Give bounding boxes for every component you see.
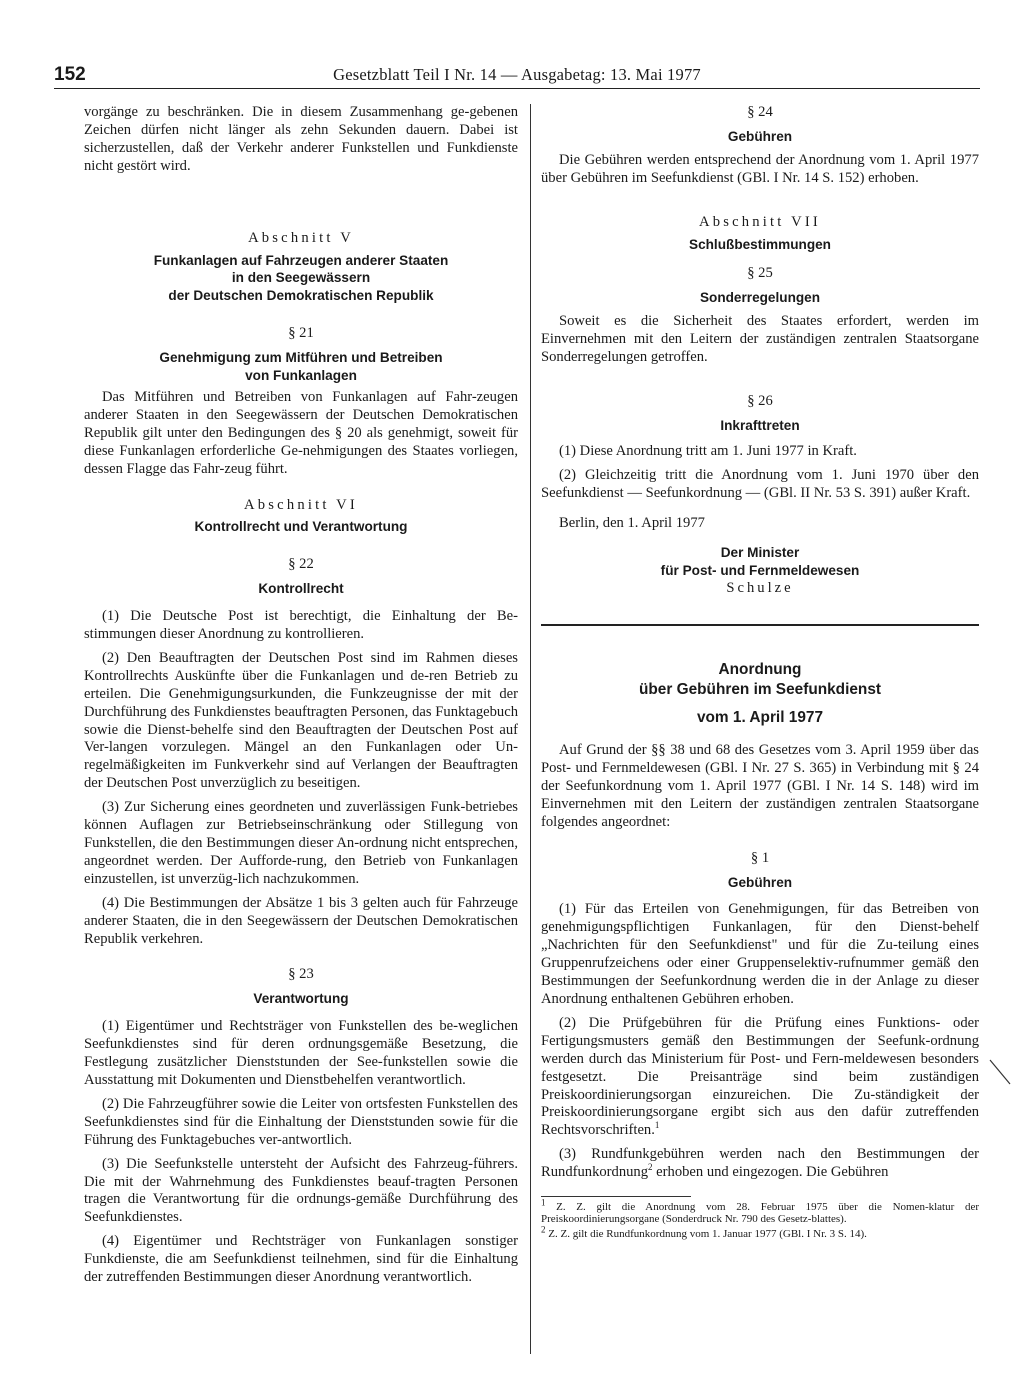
para-21-title-1: Genehmigung zum Mitführen und Betreiben <box>159 350 443 366</box>
footnote-1 <box>541 1197 979 1226</box>
decree-para-1-3-text-b: erhoben und eingezogen. Die Gebühren <box>652 1164 889 1181</box>
para-23-number: § 23 <box>288 966 314 983</box>
footnote-ref-1[interactable]: 1 <box>654 1120 660 1131</box>
para-21-text: Das Mitführen und Betreiben von Funkanlagen auf Fahr-zeugen anderer Staaten in den Seegewässern der Deutschen Demokratischen Republik gilt unter den Bedingungen des § 20 als genehmigt, soweit für diese Funkanlagen erforderliche Ge-nehmigungen des Staates vorliegen, dessen Flagge das Fahr-zeug führt. <box>84 388 518 477</box>
decree-para-1-number: § 1 <box>750 849 770 866</box>
para-26-2: (2) Gleichzeitig tritt die Anordnung vom 1. Juni 1970 über den Seefunkdienst — Seefunkordnung — (GBl. II Nr. 53 S. 391) außer Kraft. <box>541 466 979 501</box>
para-25-number: § 25 <box>747 265 773 282</box>
decree-para-1-title: Gebühren <box>727 874 793 890</box>
para-23-1: (1) Eigentümer und Rechtsträger von Funkstellen des be-weglichen Seefunkdienstes sind für deren ordnungsgemäße Besetzung, die Festlegung zusätzlicher Dienststunden der See-funkstellen sowie die Ausstattung mit Dokumenten und Dienstbehelfen verantwortlich. <box>84 1018 518 1088</box>
footnote-ref-2[interactable]: 2 <box>648 1162 653 1173</box>
decree-title-2: über Gebühren im Seefunkdienst <box>638 681 882 699</box>
footnote-2 <box>541 1224 979 1240</box>
section-v-title-3: der Deutschen Demokratischen Republik <box>168 288 434 304</box>
decree-date: vom 1. April 1977 <box>696 709 824 727</box>
para-21-number: § 21 <box>288 325 314 342</box>
para-26-1: (1) Diese Anordnung tritt am 1. Juni 1977 in Kraft. <box>559 442 857 459</box>
decree-para-1-3 <box>541 1146 979 1182</box>
decree-para-1-1: (1) Für das Erteilen von Genehmigungen, für das Betreiben von genehmigungspflichtigen Funkanlagen, für den Dienst-behelf „Nachrichten für den Seefunkdienst" und für die Zu-teilung eines Gruppenrufzeichens oder einer Gruppenselektiv-rufnummer gemäß den Bestimmungen der Seefunkordnung werden die in der Anlage zu dieser Anordnung enthaltenen Gebühren erhoben. <box>541 901 979 1007</box>
footnote-1-text: Z. Z. gilt die Anordnung vom 28. Februar 1975 über die Nomen-klatur der Preiskoordinierungsorgane (Sonderdruck Nr. 790 des Gesetz-blattes). <box>541 1201 979 1226</box>
para-24-text: Die Gebühren werden entsprechend der Anordnung vom 1. April 1977 über Gebühren im Seefunkdienst (GBl. I Nr. 14 S. 152) erhoben. <box>541 151 979 186</box>
intro-paragraph: vorgänge zu beschränken. Die in diesem Zusammenhang ge-gebenen Zeichen dürfen nicht länger als zehn Sekunden dauern. Dabei ist sicherzustellen, daß der Verkehr anderer Funkstellen und Funkdienste nicht gestört wird. <box>84 104 518 174</box>
para-25-text: Soweit es die Sicherheit des Staates erfordert, werden im Einvernehmen mit den Leitern der zuständigen zentralen Staatsorgane Sonderregelungen getroffen. <box>541 313 979 366</box>
decree-para-1-3-text-a: (3) Rundfunkgebühren werden nach den Bestimmungen der Rundfunkordnung <box>541 1146 979 1181</box>
section-v-title-2: in den Seegewässern <box>231 270 371 286</box>
signature-role-1: Der Minister <box>720 545 800 561</box>
para-23-3: (3) Die Seefunkstelle untersteht der Aufsicht des Fahrzeug-führers. Die mit der Wahrnehmung des Funkdienstes beauf-tragten Personen tragen die Verantwortung für die ordnungs-gemäße Durchführung des Seefunkdienstes. <box>84 1155 518 1226</box>
page-header <box>54 60 980 89</box>
para-22-1: (1) Die Deutsche Post ist berechtigt, die Einhaltung der Be-stimmungen dieser Anordnung zu kontrollieren. <box>84 608 518 643</box>
para-26-number: § 26 <box>747 392 773 409</box>
para-26-title: Inkrafttreten <box>720 417 800 433</box>
para-22-2: (2) Den Beauftragten der Deutschen Post sind im Rahmen dieses Kontrollrechts Auskünfte über die Funkanlagen und de-ren Betrieb zu erteilen. Die Genehmigungsurkunden, die Funkzeugnisse der mit der Durchführung des Funkdienstes beauftragten Personen, das Funktagebuch sowie die Dienst-behelfe sind den Beauftragten der Deutschen Post auf Ver-langen vorzulegen. Mängel an den Funkanlagen oder Un-regelmäßigkeiten im Funkverkehr sind auf Verlangen der Beauftragten der Deutschen Post unverzüglich zu beseitigen. <box>84 649 518 792</box>
running-title: Gesetzblatt Teil I Nr. 14 — Ausgabetag: 13. Mai 1977 <box>333 65 701 84</box>
section-v-heading: Abschnitt V <box>248 229 354 246</box>
section-vi-heading: Abschnitt VI <box>244 496 358 513</box>
decree-title-1: Anordnung <box>718 661 802 679</box>
para-23-4: (4) Eigentümer und Rechtsträger von Funkanlagen sonstiger Funkdienste, die am Seefunkdienst teilnehmen, sind für die Einhaltung der zutreffenden Bestimmungen dieser Anordnung verantwortlich. <box>84 1233 518 1286</box>
para-22-title: Kontrollrecht <box>258 581 344 597</box>
para-24-title: Gebühren <box>727 128 793 144</box>
footnote-2-mark: 2 <box>541 1224 546 1235</box>
para-25-title: Sonderregelungen <box>699 290 821 306</box>
para-22-3: (3) Zur Sicherung eines geordneten und zuverlässigen Funk-betriebes können Auflagen zur Betriebseinschränkung oder Stillegung von Funkstellen, die den Bestimmungen dieser An-ordnung nicht entsprechen, angeordnet werden. Der Aufforde-rung, den Betrieb von Funkanlagen einzustellen, ist unverzüg-lich nachzukommen. <box>84 799 518 887</box>
decree-intro: Auf Grund der §§ 38 und 68 des Gesetzes vom 3. April 1959 über das Post- und Fernmeldewesen (GBl. I Nr. 27 S. 365) in Verbindung mit § 24 der Seefunkordnung vom 1. April 1977 (GBl. I Nr. 14 S. 148) wird im Einvernehmen mit den Leitern der zuständigen zentralen Staatsorgane folgendes angeordnet: <box>541 742 979 830</box>
column-divider <box>530 104 531 1354</box>
section-separator <box>541 624 979 626</box>
decree-para-1-2 <box>541 1015 979 1140</box>
decree-para-1-2-text: (2) Die Prüfgebühren für die Prüfung eines Funktions- oder Fertigungsmusters gemäß den Bestimmungen der Seefunk-ordnung werden durch das Ministerium für Post- und Fern-meldewesen besonders festgesetzt. Die Preisanträge sind beim zuständigen Preiskoordinierungsorgan einzureichen. Die Zu-ständigkeit der Preiskoordinierungsorgane ergibt sich aus den dafür zutreffenden Rechtsvorschriften. <box>541 1014 979 1139</box>
section-vi-title: Kontrollrecht und Verantwortung <box>194 519 408 535</box>
para-23-title: Verantwortung <box>253 991 349 1007</box>
para-21-title-2: von Funkanlagen <box>245 368 357 384</box>
para-24-number: § 24 <box>747 104 773 120</box>
signature-name: Schulze <box>726 580 794 597</box>
footnote-1-mark: 1 <box>541 1197 546 1208</box>
signature-date: Berlin, den 1. April 1977 <box>559 514 705 531</box>
section-vii-heading: Abschnitt VII <box>699 213 821 230</box>
left-column <box>84 104 518 1293</box>
right-column <box>541 104 979 1242</box>
signature-role-2: für Post- und Fernmeldewesen <box>660 563 860 579</box>
section-v-title-1: Funkanlagen auf Fahrzeugen anderer Staaten <box>153 252 449 268</box>
para-22-number: § 22 <box>288 556 314 573</box>
footnote-rule <box>541 1196 691 1197</box>
footnote-2-text: Z. Z. gilt die Rundfunkordnung vom 1. Januar 1977 (GBl. I Nr. 3 S. 14). <box>545 1227 867 1240</box>
section-vii-title: Schlußbestimmungen <box>689 236 831 252</box>
para-22-4: (4) Die Bestimmungen der Absätze 1 bis 3 gelten auch für Fahrzeuge anderer Staaten, die in den Seegewässern der Deutschen Demokratischen Republik verkehren. <box>84 894 518 947</box>
page-number: 152 <box>54 64 86 85</box>
margin-mark-icon <box>988 1058 1012 1086</box>
para-23-2: (2) Die Fahrzeugführer sowie die Leiter von ortsfesten Funkstellen des Seefunkdienstes sind für die Einhaltung der Dienststunden sowie für die Führung des Funktagebuches ver-antwortlich. <box>84 1095 518 1148</box>
